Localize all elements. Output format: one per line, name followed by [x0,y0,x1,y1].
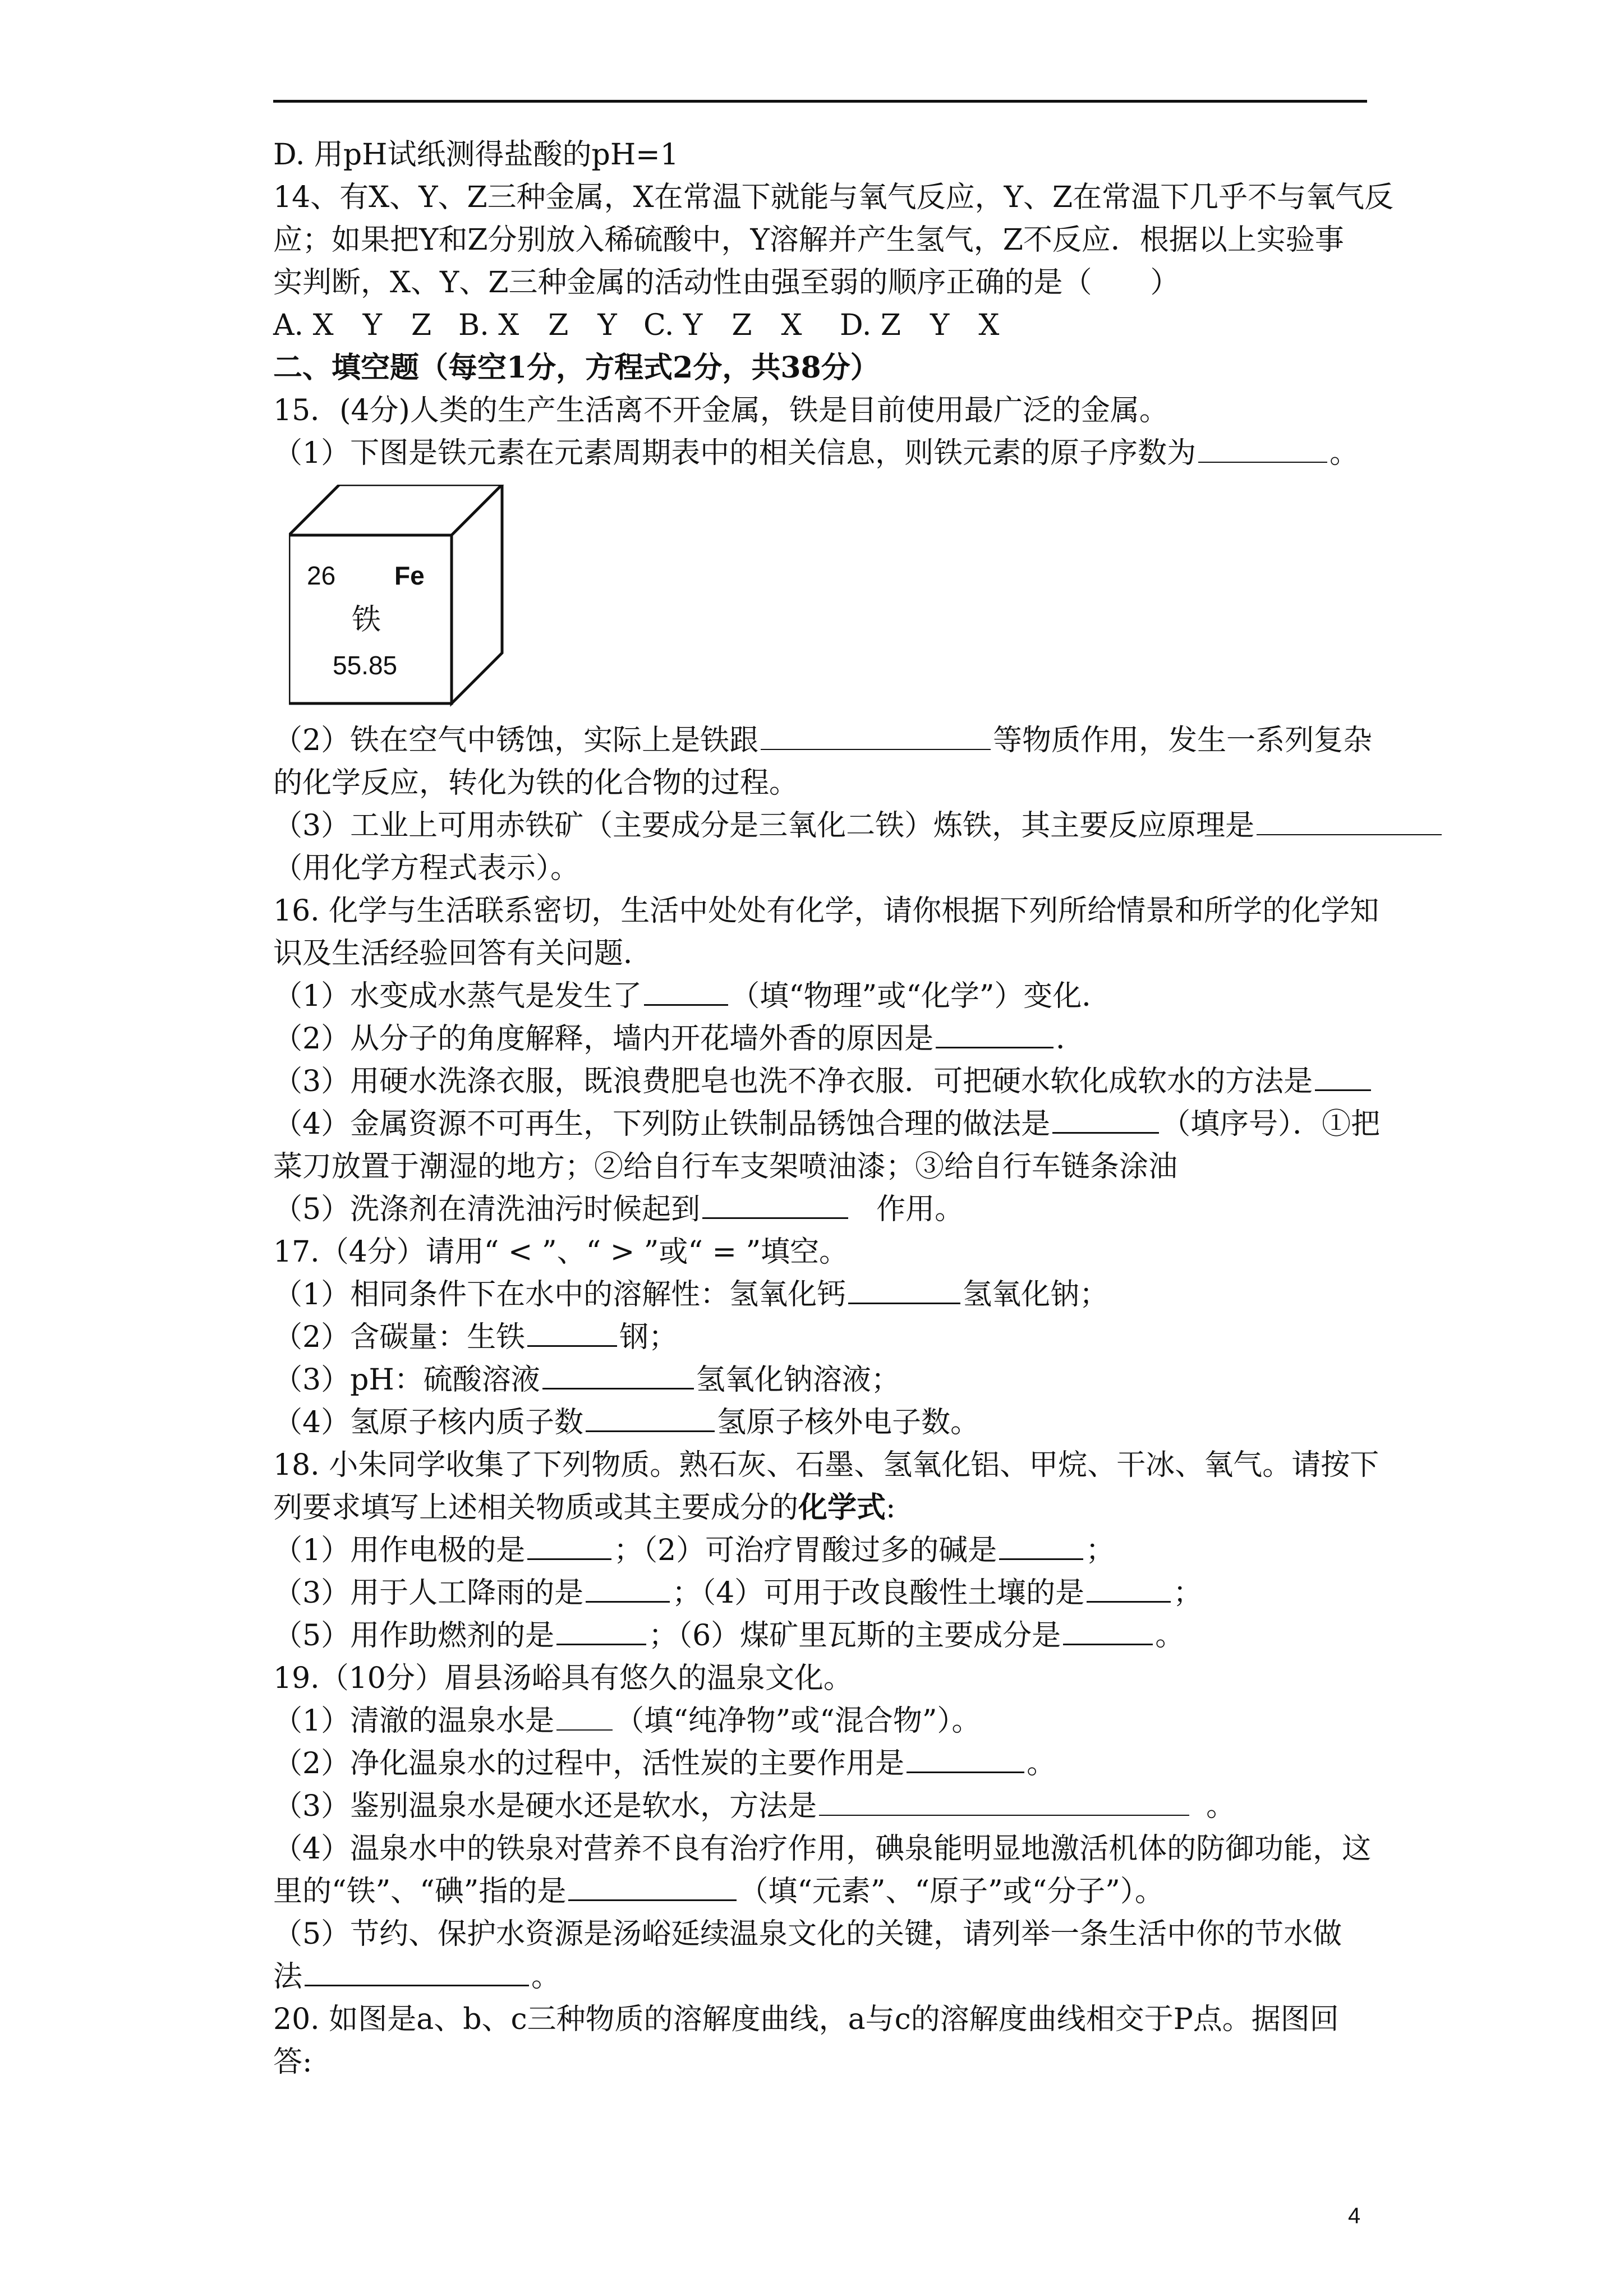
q18-part1-text: （1）用作电极的是 [273,1534,526,1567]
header-rule [273,100,1367,103]
q17-part4-text-a: （4）氢原子核内质子数 [273,1406,584,1439]
q18-parts-1-2 [273,1529,1373,1572]
q18-stem-line1: 18. 小朱同学收集了下列物质。熟石灰、石墨、氢氧化铝、甲烷、干冰、氧气。请按下 [273,1448,1379,1482]
q15-answer-blank-3[interactable] [1257,805,1442,835]
q18-parts-3-4 [273,1572,1373,1614]
q18-answer-blank-6[interactable] [1063,1614,1153,1645]
q19-part2 [273,1742,1373,1785]
q16-answer-blank-1[interactable] [644,975,728,1006]
q19-part4: （4）温泉水中的铁泉对营养不良有治疗作用，碘泉能明显地激活机体的防御功能，这 [273,1832,1372,1866]
q16-part4-text-a: （4）金属资源不可再生，下列防止铁制品锈蚀合理的做法是 [273,1107,1051,1141]
q19-part4-text-a: 里的“铁”、“碘”指的是 [273,1875,567,1908]
q20-stem-line2: 答: [273,2045,312,2079]
q14-option-b: B. X Z Y [458,309,617,342]
q16-part2-text-b: ． [1056,1022,1085,1056]
q14-options [273,304,1373,347]
q16-stem-line2: 识及生活经验回答有关问题． [273,937,653,970]
q17-part3-text-a: （3）pH：硫酸溶液 [273,1363,540,1397]
q15-part1 [273,432,1373,475]
q16-part1 [273,975,1373,1018]
q18-parts-5-6 [273,1614,1373,1657]
q19-part2-text-a: （2）净化温泉水的过程中，活性炭的主要作用是 [273,1747,905,1780]
q18-answer-blank-2[interactable] [999,1529,1083,1560]
q14-stem-line3: 实判断，X、Y、Z三种金属的活动性由强至弱的顺序正确的是（ ） [273,266,1180,300]
q19-answer-blank-3[interactable] [819,1786,1189,1816]
element-atomic-number: 26 [307,561,336,590]
q18-part4-text: ；（4）可用于改良酸性土壤的是 [672,1576,1085,1610]
q19-answer-blank-1[interactable] [556,1700,613,1731]
q18-answer-blank-5[interactable] [556,1614,646,1645]
q16-part3-text: （3）用硬水洗涤衣服，既浪费肥皂也洗不净衣服．可把硬水软化成软水的方法是 [273,1065,1313,1098]
q18-stem-line2 [273,1487,1373,1529]
q15-stem: 15．(4分)人类的生产生活离不开金属，铁是目前使用最广泛的金属。 [273,394,1168,427]
q20-stem-line1: 20. 如图是a、b、c三种物质的溶解度曲线，a与c的溶解度曲线相交于P点。据图回 [273,2003,1339,2036]
q15-answer-blank-2[interactable] [761,720,991,750]
q16-part4 [273,1103,1381,1145]
q17-answer-blank-2[interactable] [527,1316,617,1347]
q15-answer-blank-1[interactable] [1198,432,1327,463]
q17-part1 [273,1273,1373,1316]
q17-answer-blank-1[interactable] [848,1273,960,1304]
q18-answer-blank-3[interactable] [586,1572,670,1603]
q19-part1 [273,1700,1373,1742]
q17-part2-text-a: （2）含碳量：生铁 [273,1320,526,1354]
q19-part1-text-a: （1）清澈的温泉水是 [273,1704,555,1738]
q19-part5-text-b: 。 [531,1960,561,1994]
section-2-title: 二、填空题（每空1分，方程式2分，共38分） [273,351,880,385]
element-symbol: Fe [394,561,425,590]
q19-part3 [273,1785,1373,1828]
q14-option-d: D. Z Y X [840,309,1000,342]
q15-part3-text: （3）工业上可用赤铁矿（主要成分是三氧化二铁）炼铁，其主要反应原理是 [273,809,1255,843]
q18-answer-blank-4[interactable] [1087,1572,1171,1603]
iron-element-cell-figure [273,479,1373,715]
q18-part5-text: （5）用作助燃剂的是 [273,1619,555,1653]
page-number: 4 [1348,2203,1361,2228]
q17-part4-text-b: 氢原子核外电子数。 [717,1406,980,1439]
q19-part5-text-a: 法 [273,1960,303,1994]
q19-answer-blank-2[interactable] [907,1742,1024,1773]
q16-stem-line1: 16. 化学与生活联系密切，生活中处处有化学，请你根据下列所给情景和所学的化学知 [273,894,1379,928]
q18-part2-text: ；（2）可治疗胃酸过多的碱是 [614,1534,997,1567]
q17-part1-text-b: 氢氧化钠； [963,1278,1109,1312]
q16-part3 [273,1060,1373,1103]
q16-part5 [273,1188,1373,1231]
q15-part1-text: （1）下图是铁元素在元素周期表中的相关信息，则铁元素的原子序数为 [273,436,1197,470]
q15-part2-cont: 的化学反应，转化为铁的化合物的过程。 [273,766,799,800]
q19-answer-blank-4[interactable] [568,1870,737,1901]
exam-page [273,134,1394,2083]
q19-part3-text-a: （3）鉴别温泉水是硬水还是软水，方法是 [273,1789,817,1823]
element-name: 铁 [352,603,381,637]
q18-part4-end: ； [1173,1576,1203,1610]
q19-answer-blank-5[interactable] [305,1955,529,1986]
q18-stem-text: 列要求填写上述相关物质或其主要成分的 [273,1491,799,1525]
q19-part3-text-b: 。 [1206,1789,1236,1823]
q17-part1-text-a: （1）相同条件下在水中的溶解性：氢氧化钙 [273,1278,846,1312]
q19-stem: 19.（10分）眉县汤峪具有悠久的温泉文化。 [273,1662,853,1695]
q17-part3-text-b: 氢氧化钠溶液； [696,1363,900,1397]
q16-answer-blank-2[interactable] [936,1018,1053,1048]
q18-answer-blank-1[interactable] [527,1529,611,1560]
q19-part5: （5）节约、保护水资源是汤峪延续温泉文化的关键，请列举一条生活中你的节水做 [273,1917,1342,1951]
q16-part1-text-a: （1）水变成水蒸气是发生了 [273,979,642,1013]
q15-part2-text-b: 等物质作用，发生一系列复杂 [993,724,1373,757]
q14-stem-line2: 应；如果把Y和Z分别放入稀硫酸中，Y溶解并产生氢气，Z不反应．根据以上实验事 [273,223,1344,257]
q16-part4-cont: 菜刀放置于潮湿的地方；②给自行车支架喷油漆；③给自行车链条涂油 [273,1150,1178,1184]
q19-part4-text-b: （填“元素”、“原子”或“分子”）。 [739,1875,1164,1908]
q15-part3 [273,804,1373,847]
q17-stem: 17.（4分）请用“ < ”、“ > ”或“ = ”填空。 [273,1235,849,1269]
q17-part2 [273,1316,1373,1359]
q16-part5-text-b: 作用。 [876,1193,964,1226]
q17-answer-blank-3[interactable] [542,1359,694,1389]
q18-part3-text: （3）用于人工降雨的是 [273,1576,584,1610]
q14-option-a: A. X Y Z [273,309,432,342]
q17-answer-blank-4[interactable] [586,1401,715,1432]
q17-part3 [273,1359,1373,1401]
q16-answer-blank-5[interactable] [702,1188,848,1219]
q16-part4-text-b: （填序号）．①把 [1161,1107,1381,1141]
q19-part5-cont [273,1955,1373,1998]
q19-part1-text-b: （填“纯净物”或“混合物”）。 [615,1704,981,1738]
element-cell-drawing [289,485,530,709]
element-atomic-mass: 55.85 [333,651,398,680]
q15-part3-cont: （用化学方程式表示）。 [273,852,580,885]
q13-option-d: D. 用pH试纸测得盐酸的pH=1 [273,138,679,172]
q18-part2-end: ； [1085,1534,1115,1567]
q16-answer-blank-3[interactable] [1315,1060,1371,1091]
q15-part1-end: 。 [1329,436,1359,470]
q19-part2-text-b: 。 [1027,1747,1056,1780]
q14-option-c: C. Y Z X [643,309,802,342]
q18-stem-colon: : [886,1491,896,1525]
q19-part4-cont [273,1870,1373,1913]
q14-stem-line1: 14、有X、Y、Z三种金属，X在常温下就能与氧气反应，Y、Z在常温下几乎不与氧气反 [273,181,1394,214]
q18-part6-end: 。 [1155,1619,1185,1653]
q15-part2-text-a: （2）铁在空气中锈蚀，实际上是铁跟 [273,724,759,757]
q16-part5-text-a: （5）洗涤剂在清洗油污时候起到 [273,1193,701,1226]
q16-answer-blank-4[interactable] [1052,1103,1159,1134]
q17-part4 [273,1401,1373,1444]
q17-part2-text-b: 钢； [619,1320,678,1354]
q15-part2 [273,719,1373,762]
q16-part1-text-b: （填“物理”或“化学”）变化． [730,979,1111,1013]
q18-part6-text: ；（6）煤矿里瓦斯的主要成分是 [648,1619,1061,1653]
q16-part2-text-a: （2）从分子的角度解释，墙内开花墙外香的原因是 [273,1022,934,1056]
q18-stem-emphasis: 化学式 [798,1490,886,1525]
q16-part2 [273,1018,1373,1060]
